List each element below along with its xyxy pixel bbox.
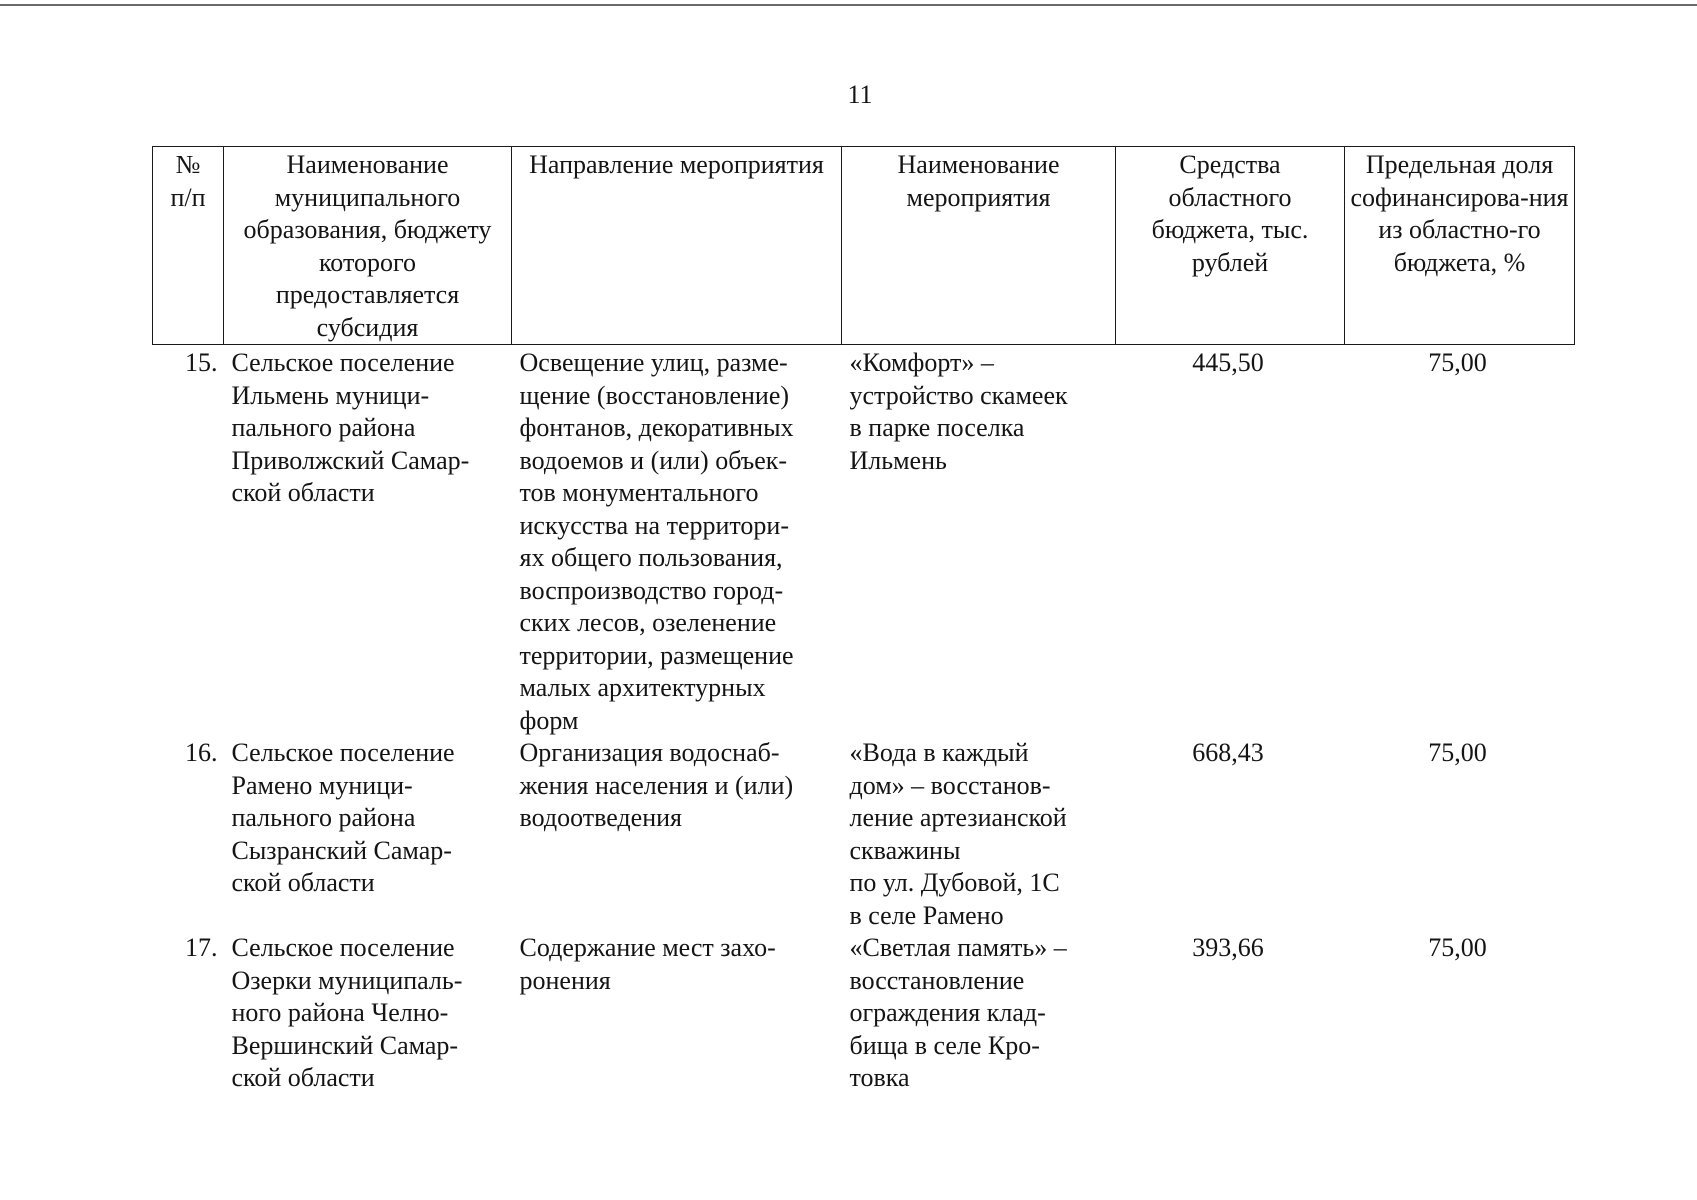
direction-cell: Организация водоснаб- жения населения и (или) водоотведения	[519, 738, 794, 832]
cofinancing-share-cell: 75,00	[1428, 933, 1487, 962]
header-direction: Направление мероприятия	[512, 147, 842, 345]
regional-funds-cell: 445,50	[1192, 348, 1264, 377]
row-number: 17.	[185, 933, 218, 962]
table-row	[153, 345, 1575, 738]
municipality-cell: Сельское поселение Ильмень муници- пального района Приволжский Самар- ской области	[231, 348, 470, 507]
header-event-name: Наименование мероприятия	[842, 147, 1116, 345]
row-number: 15.	[185, 348, 218, 377]
header-number: № п/п	[153, 147, 224, 345]
event-name-cell: «Комфорт» – устройство скамеек в парке поселка Ильмень	[849, 348, 1068, 475]
table-header-row	[153, 147, 1575, 345]
direction-cell: Содержание мест захо- ронения	[519, 933, 776, 995]
top-border-line	[0, 4, 1697, 6]
event-name-cell: «Вода в каждый дом» – восстанов- ление артезианской скважины по ул. Дубовой, 1С в селе Рамено	[849, 738, 1067, 930]
cofinancing-share-cell: 75,00	[1428, 348, 1487, 377]
subsidy-table	[152, 146, 1575, 1095]
regional-funds-cell: 668,43	[1192, 738, 1264, 767]
table-row	[153, 932, 1575, 1095]
direction-cell: Освещение улиц, разме- щение (восстановление) фонтанов, декоративных водоемов и (или) объек- тов монументального искусства на территори- ях общего пользования, воспроизводство город- ских лесов, озеленение территории, размещение малых архитектурных форм	[519, 348, 794, 735]
page-number: 11	[847, 80, 873, 109]
municipality-cell: Сельское поселение Рамено муници- пального района Сызранский Самар- ской области	[231, 738, 455, 897]
cofinancing-share-cell: 75,00	[1428, 738, 1487, 767]
event-name-cell: «Светлая память» – восстановление ограждения клад- бища в селе Кро- товка	[849, 933, 1067, 1092]
row-number: 16.	[185, 738, 218, 767]
header-regional-funds: Средства областного бюджета, тыс. рублей	[1116, 147, 1345, 345]
header-municipality: Наименование муниципального образования, бюджету которого предоставляется субсидия	[224, 147, 512, 345]
regional-funds-cell: 393,66	[1192, 933, 1264, 962]
municipality-cell: Сельское поселение Озерки муниципаль- ного района Челно- Вершинский Самар- ской области	[231, 933, 463, 1092]
header-cofinancing-share: Предельная доля софинансирова-ния из областно-го бюджета, %	[1345, 147, 1575, 345]
table-row	[153, 737, 1575, 932]
